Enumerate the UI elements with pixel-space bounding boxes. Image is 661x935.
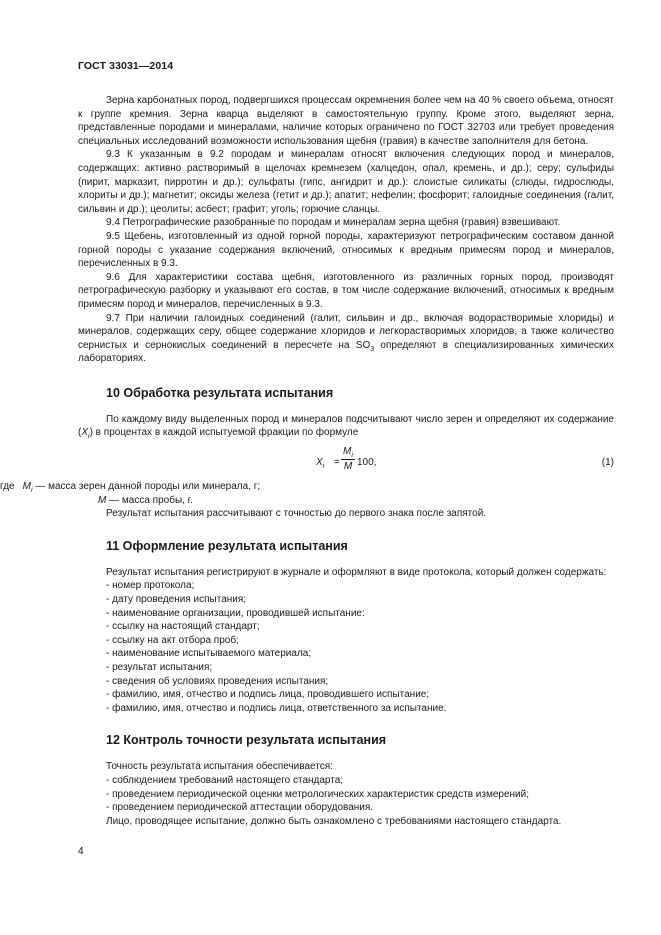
list-item: - дату проведения испытания; bbox=[106, 594, 247, 606]
fraction-numerator: $M_i$ bbox=[343, 446, 353, 460]
clause-9-3: 9.3 К указанным в 9.2 породам и минералам относят включения следующих пород и минералов, содержащих: активно растворимый в щелочах кремнезем (халцедон, опал, кремень, и др.); серу; сульфиды (пирит, марказит, пирротин и др.); сульфаты (гипс, ангидрит и др.): слоистые силикаты (слюды, гидрослюды, хлориты и др.); магнетит; оксиды железа (гетит и др.); апатит; нефелин; фосфорит; галоидные соединения (галит, сильвин и др.); цеолиты; асбест; графит; уголь; горючие сланцы. bbox=[78, 149, 614, 215]
fraction-denominator: M bbox=[343, 461, 353, 473]
clause-9-7-end: определяют в специализированных химических лабораториях. bbox=[78, 339, 614, 365]
clause-9-7 bbox=[78, 312, 614, 366]
formula-1 bbox=[78, 446, 614, 480]
protocol-contents-list bbox=[78, 579, 614, 715]
formula-lhs: $X_i$ bbox=[316, 457, 325, 471]
list-item: - фамилию, имя, отчество и подпись лица, проводившего испытание; bbox=[106, 689, 430, 701]
section-10-title: 10 Обработка результата испытания bbox=[106, 385, 334, 400]
legend-row-mi: где $M_i$ — масса зерен данной породы или минерала, г; bbox=[0, 481, 261, 495]
list-item: - номер протокола; bbox=[106, 580, 195, 592]
formula-number: (1) bbox=[601, 457, 614, 469]
formula-fraction bbox=[341, 446, 355, 473]
clause-9-5: 9.5 Щебень, изготовленный из одной горной породы, характеризуют петрографическим составом данной горной породы с указание содержания включений, относимых к вредным примесям пород и минералов, перечисленных в 9.3. bbox=[78, 230, 614, 270]
document-header: ГОСТ 33031—2014 bbox=[78, 60, 174, 72]
page-number: 4 bbox=[78, 846, 84, 857]
formula-legend bbox=[0, 480, 614, 507]
section-12-closing: Лицо, проводящее испытание, должно быть ознакомлено с требованиями настоящего стандарта. bbox=[106, 815, 562, 827]
list-item: - проведением периодической оценки метрологических характеристик средств измерений; bbox=[106, 788, 529, 800]
list-intro: Точность результата испытания обеспечивается: bbox=[106, 761, 333, 773]
list-item: - соблюдением требований настоящего стандарта; bbox=[106, 774, 344, 786]
section-11-title: 11 Оформление результата испытания bbox=[106, 538, 348, 553]
so3-subscript: 3 bbox=[370, 345, 375, 353]
fraction-bar bbox=[341, 459, 355, 460]
list-item: - проведением периодической аттестации оборудования. bbox=[106, 802, 374, 814]
list-item: - сведения об условиях проведения испытания; bbox=[106, 675, 329, 687]
clause-9-7-text: 9.7 При наличии галоидных соединений (галит, сильвин и др., включая водорастворимые хлориды) и минералов, содержащих серу, общее содержание хлоридов и легкорастворимых хлоридов, а также количество сернистых и сернокислых соединений в пересчете на SO bbox=[78, 312, 614, 351]
list-item: - ссылку на настоящий стандарт; bbox=[106, 621, 260, 633]
list-item: - наименование организации, проводившей испытание: bbox=[106, 607, 365, 619]
result-precision-note: Результат испытания рассчитывают с точностью до первого знака после запятой. bbox=[106, 508, 487, 520]
section-10-paragraph: По каждому виду выделенных пород и минералов подсчитывают число зерен и определяют их содержание $(X_i)$ в процентах в каждой испытуемой фракции по формуле bbox=[78, 413, 614, 441]
section-12-title: 12 Контроль точности результата испытания bbox=[106, 733, 387, 748]
accuracy-list bbox=[78, 760, 614, 814]
list-item: - ссылку на акт отбора проб; bbox=[106, 634, 239, 646]
list-item: - наименование испытываемого материала; bbox=[106, 648, 312, 660]
clause-9-4: 9.4 Петрографические разобранные по породам и минералам зерна щебня (гравия) взвешивают. bbox=[106, 217, 561, 229]
legend-row-m: M — масса пробы, г. bbox=[98, 494, 193, 506]
formula-equals: = bbox=[334, 457, 340, 469]
formula-multiplier: 100, bbox=[357, 457, 377, 469]
list-item: - фамилию, имя, отчество и подпись лица, ответственного за испытание. bbox=[106, 702, 447, 714]
variable-xi: $X_i$ bbox=[81, 427, 90, 441]
list-item: - результат испытания; bbox=[106, 662, 213, 673]
section-11-intro: Результат испытания регистрируют в журнале и оформляют в виде протокола, который должен содержать: bbox=[106, 566, 607, 578]
intro-paragraph: Зерна карбонатных пород, подвергшихся процессам окремнения более чем на 40 % своего объема, относят к группе кремния. Зерна кварца выделяют в самостоятельную группу. Кроме этого, выделяют зерна, представленные породами и минералами, наличие которых ограничено по ГОСТ 32703 или требует проведения специальных исследований возможности использования щебня (гравия) в качестве заполнителя для бетона. bbox=[78, 95, 614, 147]
document-body bbox=[0, 94, 614, 828]
clause-9-6: 9.6 Для характеристики состава щебня, изготовленного из различных горных пород, производят петрографическую разборку и указывают его состав, в том числе содержание включений, относимых к вредным примесям пород и минералов, перечисленных в 9.3. bbox=[78, 271, 614, 310]
